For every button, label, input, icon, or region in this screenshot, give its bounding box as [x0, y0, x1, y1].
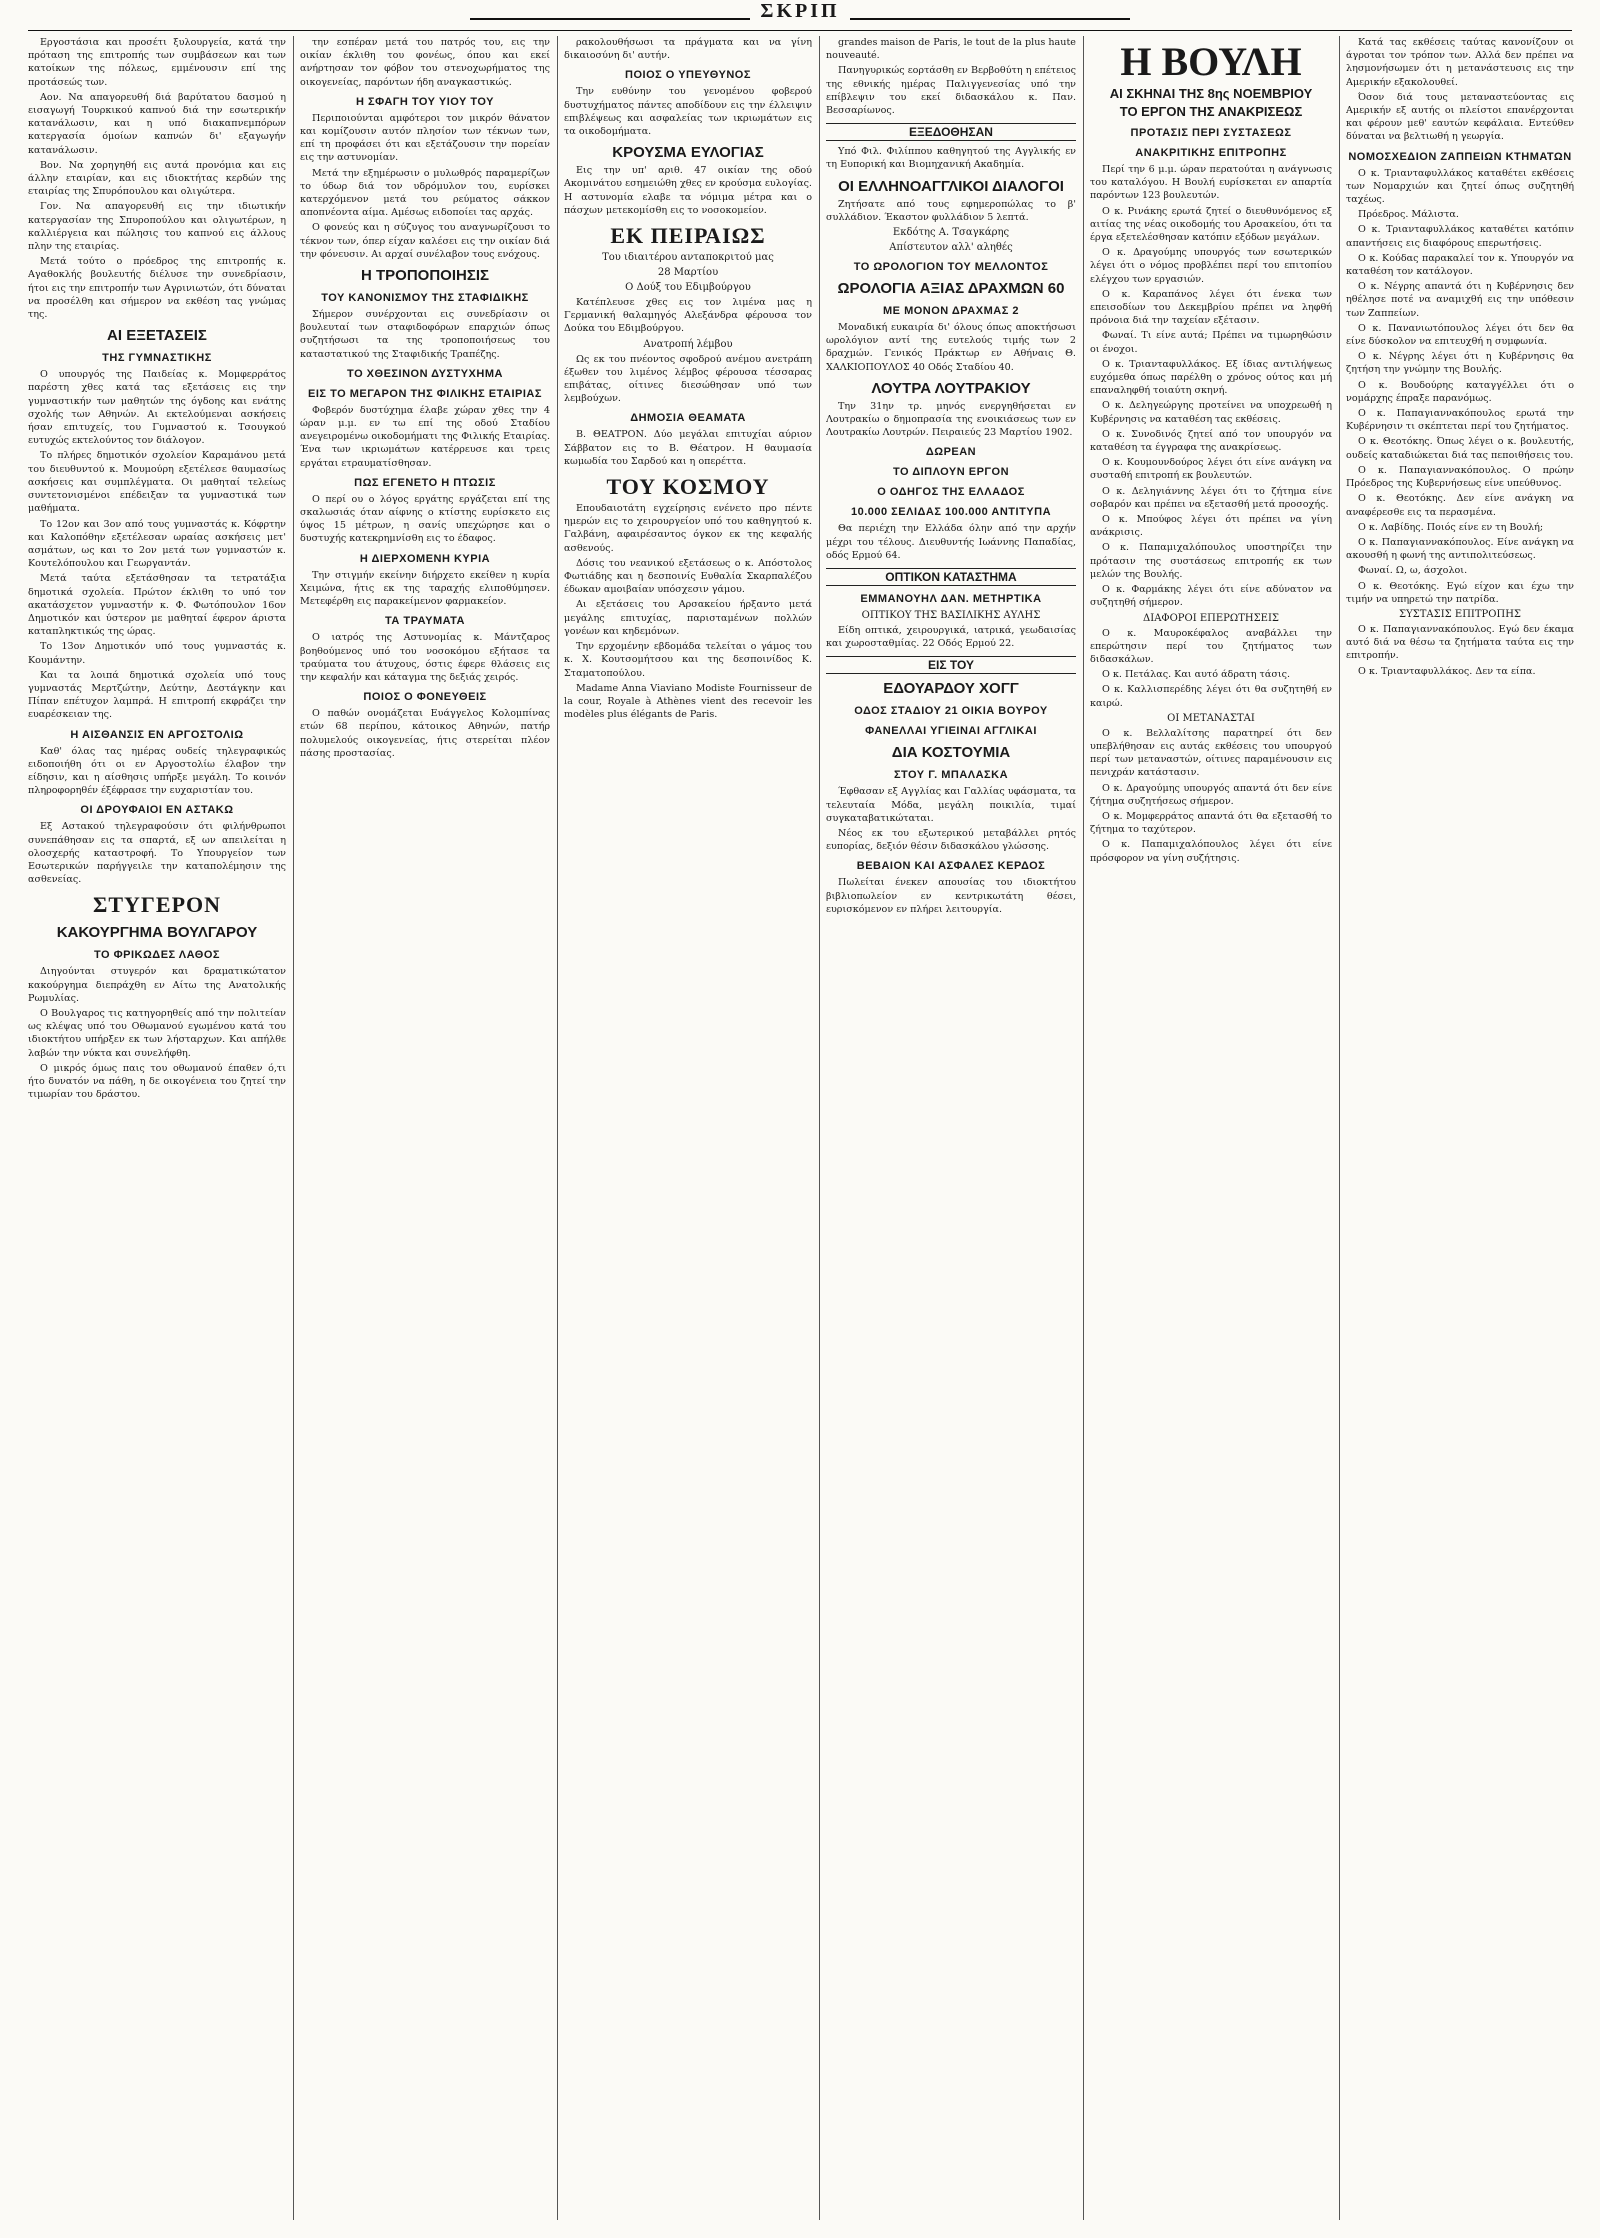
article-text: Εξ Αστακού τηλεγραφούσιν ότι φιλήνθρωποι συνεπάθησαν εις τα σπαρτά, εξ ων απειλείται η ολοσχερής καταστροφή. Το Υπουργείον των Εσωτερικών παρήγγειλε την καταπολέμησιν της ασθενείας.: [28, 821, 286, 886]
headline-watch-price: ΩΡΟΛΟΓΙΑ ΑΞΙΑΣ ΔΡΑΧΜΩΝ 60: [837, 280, 1065, 298]
headline-loutraki: ΛΟΥΤΡΑ ΛΟΥΤΡΑΚΙΟΥ: [871, 379, 1031, 397]
article-text: Ο κ. Δραγούμης υπουργός απαντά ότι δεν είνε ζήτημα συζητήσεως σήμερον.: [1090, 782, 1332, 807]
article-text: Αον. Να απαγορευθή διά βαρύτατου δασμού η εισαγωγή Τουρκικού καπνού διά την εσωτερικήν κατανάλωσιν, και η υπό διακαπνεμπόρων κατεργασία όμοίων καπνών δι' εξαγωγήν κατανάλωσιν.: [28, 91, 286, 156]
headline-dialogues: ΟΙ ΕΛΛΗΝΟΑΓΓΛΙΚΟΙ ΔΙΑΛΟΓΟΙ: [838, 177, 1064, 195]
article-text: Ο κ. Λαβίδης. Ποιός είνε εν τη Βουλή;: [1358, 521, 1544, 533]
article-text: Την ευθύνην του γενομένου φοβερού δυστυχήματος πάντες αποδίδουν εις την έλλειψιν επιβλέψεως και ασφαλείας των ικριωμάτων εις τα οικοδομήματα.: [564, 86, 812, 138]
headline-spectacles: ΔΗΜΟΣΙΑ ΘΕΑΜΑΤΑ: [630, 412, 746, 425]
headline-amendment: Η ΤΡΟΠΟΠΟΙΗΣΙΣ: [360, 267, 489, 285]
optician-title: ΟΠΤΙΚΟΥ ΤΗΣ ΒΑΣΙΛΙΚΗΣ ΑΥΛΗΣ: [861, 610, 1041, 622]
article-text: Ο κ. Μαυροκέφαλος αναβάλλει την επερώτησιν περί του ζητήματος των διδασκάλων.: [1090, 627, 1332, 665]
article-text: Ο κ. Παπαμιχαλόπουλος λέγει ότι είνε πρόσφορον να γίνη συζήτησις.: [1090, 839, 1332, 864]
headline-stygeron: ΣΤΥΓΕΡΟΝ: [92, 892, 222, 918]
headline-fall: ΠΩΣ ΕΓΕΝΕΤΟ Η ΠΤΩΣΙΣ: [354, 476, 496, 489]
article-text: Ο ιατρός της Αστυνομίας κ. Μάντζαρος βοηθούμενος υπό του νοσοκόμου εξήτασε τα τραύματα του άτυχους, όστις έφερε θλάσεις εις την κεφαλήν και κάταγμα της δεξιάς χειρός.: [300, 632, 550, 683]
subheadline-currant: ΤΟΥ ΚΑΝΟΝΙΣΜΟΥ ΤΗΣ ΣΤΑΦΙΔΙΚΗΣ: [321, 292, 529, 305]
article-text: Ο κ. Μομφερράτος απαντά ότι θα εξετασθή το ζήτημα το ταχύτερον.: [1090, 810, 1332, 836]
headline-accident: ΤΟ ΧΘΕΣΙΝΟΝ ΔΥΣΤΥΧΗΜΑ: [347, 367, 503, 380]
article-text: Ο κ. Καλλισπερέδης λέγει ότι θα συζητηθή εν καιρώ.: [1090, 684, 1332, 709]
headline-parliament: Η ΒΟΥΛΗ: [1120, 39, 1302, 84]
article-text: Ο κ. Θεοτόκης. Όπως λέγει ο κ. βουλευτής, ουδείς καταδιώκεται διά τας πεποιθήσεις του.: [1346, 436, 1574, 461]
article-text: Περί την 6 μ.μ. ώραν περατούται η ανάγνωσις του καταλόγου. Η Βουλή ευρίσκεται εν απαρτία παρόντων 123 βουλευτών.: [1090, 164, 1332, 202]
subheadline-scenes: ΑΙ ΣΚΗΝΑΙ ΤΗΣ 8ης ΝΟΕΜΒΡΙΟΥ: [1109, 86, 1313, 101]
column-2: [300, 36, 550, 2228]
headline-exams: ΑΙ ΕΞΕΤΑΣΕΙΣ: [107, 327, 207, 345]
newspaper-title: ΣΚΡΙΠ: [750, 0, 849, 22]
article-text: Το 12ον και 3ον από τους γυμναστάς κ. Κόφρτην και Καλοπόθην εξετέλεσαν ωραίας ασκήσεις μετ' ασμάτων, ως και το 2ον μετά των γυμναστών κ. Κουτελόπουλου και Γεωργαντάν.: [28, 518, 286, 570]
article-text: Ο κ. Δραγούμης υπουργός των εσωτερικών λέγει ότι ο νόμος προβλέπει περί του επιτοπίου ελέγχου των εργασιών.: [1090, 247, 1332, 285]
article-text: Ο κ. Παπαγιαννακόπουλος. Ο πρώην Πρόεδρος της Κυβερνήσεως είνε υπεύθυνος.: [1346, 464, 1574, 490]
article-text: Έφθασαν εξ Αγγλίας και Γαλλίας υφάσματα, τα τελευταία Μόδα, μεγάλη ποικιλία, τιμαί συγκαταβατικώταται.: [826, 786, 1076, 824]
article-text: Ο κ. Καραπάνος λέγει ότι ένεκα των επεισοδίων του Δεκεμβρίου πρέπει να ληφθή πρόνοια διά την ταχείαν εξέτασιν.: [1090, 288, 1332, 327]
article-text: Ο κ. Παπαμιχαλόπουλος υποστηρίζει την πρότασιν της συστάσεως επιτροπής εκ των μελών της Βουλής.: [1090, 542, 1332, 580]
article-text: Ο κ. Νέγρης απαντά ότι η Κυβέρνησις δεν ηθέλησε ποτέ να αναμιχθή εις την υπόθεσιν των Ζαππείων.: [1346, 281, 1574, 319]
headline-balaskas: ΣΤΟΥ Γ. ΜΠΑΛΑΣΚΑ: [893, 769, 1009, 782]
article-text: Περιποιούνται αμφότεροι τον μικρόν θάνατον και κομίζουσιν αυτόν πλησίον των τέκνων των, επί τη προφάσει ότι και εξετάζουσιν την πορείαν εις την αστυνομίαν.: [300, 112, 550, 164]
article-text: Και τα λοιπά δημοτικά σχολεία υπό τους γυμναστάς Μερτζώτην, Δεύτην, Δεστάγκην και Πίπαν επέτυχον λαμπρά. Η επιτροπή εκφράζει την ευαρέσκειαν της.: [28, 669, 286, 721]
article-text: ρακολουθήσωσι τα πράγματα και να γίνη δικαιοσύνη δι' αυτήν.: [564, 37, 812, 62]
column-1: [28, 36, 286, 2228]
article-text: Μετά την εξημέρωσιν ο μυλωθρός παραμερίζων το ύδωρ διά τον υδρόμυλον του, ευρίσκει κατερχόμενον μετά του ρεύματος σάκκον αποπνέοντα αίμα. Αμέσως ειδοποίει τας αρχάς.: [300, 167, 550, 219]
article-text: Μετά τούτο ο πρόεδρος της επιτροπής κ. Αγαθοκλής βουλευτής διέλυσε την συνεδρίασιν, ήτοι εις την επιτροπήν των Αγρινιωτών, ότι δύναται να προσέλθη και σήμερον να εκθέση τας γνώμας της.: [28, 256, 286, 321]
headline-zappeion: ΝΟΜΟΣΧΕΔΙΟΝ ΖΑΠΠΕΙΩΝ ΚΤΗΜΑΤΩΝ: [1348, 150, 1572, 163]
column-divider: [1339, 36, 1340, 2220]
article-text: Ο κ. Ρινάκης ερωτά ζητεί ο διευθυνόμενος εξ αιτίας της νέας οικοδομής του Αρσακείου, ότι τα έργα εξετελέσθησαν κατόπιν εξόδων μεγάλων.: [1090, 205, 1332, 244]
article-text: Πανηγυρικώς εορτάσθη εν Βερβοθύτη η επέτειος της εθνικής ημέρας Παλιγγενεσίας υπό την επίβλεψιν του εκεί διδασκάλου κ. Παν. Βεσσαρίωνος.: [826, 65, 1076, 117]
article-text: Την στιγμήν εκείνην διήρχετο εκείθεν η κυρία Χειμώνα, ήτις εκ της ταραχής ελιποθύμησεν. Μετεφέρθη εις παρακείμενον φαρμακείον.: [300, 569, 550, 608]
headline-guide: Ο ΟΔΗΓΟΣ ΤΗΣ ΕΛΛΑΔΟΣ: [877, 486, 1025, 499]
headline-society: ΤΟΥ ΚΟΣΜΟΥ: [606, 474, 770, 500]
headline-crime: ΚΑΚΟΥΡΓΗΜΑ ΒΟΥΛΓΑΡΟΥ: [56, 924, 258, 942]
headline-interpellations: ΔΙΑΦΟΡΟΙ ΕΠΕΡΩΤΗΣΕΙΣ: [1143, 612, 1279, 624]
column-divider: [819, 36, 820, 2220]
headline-pages: 10.000 ΣΕΛΙΔΑΣ 100.000 ΑΝΤΙΤΥΠΑ: [850, 506, 1052, 519]
article-text: Ο φονεύς και η σύζυγος του αναγνωρίζουσι το τέκνον των, όπερ είχαν καλέσει εις την οικίαν διά την φόνευσιν. Αι αρχαί συνέλαβον τους ενόχους.: [300, 222, 550, 260]
article-text: Καθ' όλας τας ημέρας ουδείς τηλεγραφικώς ειδοποιήθη ότι οι εν Αργοστολίω έλαβον την είδησιν, και η αίσθησις υπήρξε μεγάλη. Το κοινόν πληροφορηθέν έξέφρασε την ευχαριστίαν του.: [28, 745, 286, 797]
publisher-line: Εκδότης Α. Τσαγκάρης: [892, 227, 1010, 239]
article-text: Ο κ. Θεοτόκης. Εγώ είχον και έχω την τιμήν να υπηρετώ την πατρίδα.: [1346, 580, 1574, 605]
article-text: Ο κ. Συνοδινός ζητεί από τον υπουργόν να καταθέση τα έγγραφα της ανακρίσεως.: [1090, 428, 1332, 454]
article-text: Ο κ. Παπαγιαννακόπουλος ερωτά την Κυβέρνησιν τι σκέπτεται περί του ζητήματος.: [1346, 408, 1574, 433]
article-text: Είδη οπτικά, χειρουργικά, ιατρικά, γεωδαισίας και χωροσταθμίας. 22 Οδός Ερμού 22.: [826, 625, 1076, 650]
column-4: [826, 36, 1076, 2228]
article-text: Ως εκ του πνέοντος σφοδρού ανέμου ανετράπη έξωθεν του λιμένος λέμβος φέρουσα τέσσαρας επιβάτας, οίτινες διεσώθησαν υπό των λεμβούχων.: [564, 353, 812, 405]
article-text: Θα περιέχη την Ελλάδα όλην από την αρχήν μέχρι του τέλους. Διευθυντής Ιωάννης Παπαδίας, οδός Ερμού 64.: [826, 523, 1076, 561]
article-text: Madame Anna Viaviano Modiste Fournisseur de la cour, Royale à Athènes vient des recevoir les modèles plus élégants de Paris.: [564, 682, 812, 721]
headline-hogg: ΕΔΟΥΑΡΔΟΥ ΧΟΓΓ: [883, 680, 1019, 698]
article-text: Γον. Να απαγορευθή εις την ιδιωτικήν κατεργασίαν της Σπυροπούλου και ολιγωτέρων, η καλλιέργεια και πώλησις του καπνού εις άλλους πλην της εταιρίας.: [28, 201, 286, 253]
article-text: Δόσις του νεανικού εξετάσεως ο κ. Απόστολος Φωτιάδης και η δεσποινίς Ευθαλία Σκαρπαλέζου έδωκαν αμοιβαίαν υπόσχεσιν γάμου.: [564, 557, 812, 596]
subheadline-proposal: ΠΡΟΤΑΣΙΣ ΠΕΡΙ ΣΥΣΤΑΣΕΩΣ: [1130, 127, 1292, 139]
article-text: Βον. Να χορηγηθή εις αυτά προνόμια και εις άλλην εταιρίαν, και εις ιδιοκτήτας κερδών της εταιρίας της Σπυρόπουλου και ολιγώτερα.: [28, 159, 286, 198]
subheadline-boat: Ανατροπή λέμβου: [643, 338, 733, 350]
article-text: Ο κ. Τριανταφυλλάκος καταθέτει εκθέσεις των Νομαρχιών και ζητεί όπως συζητηθή ταχέως.: [1346, 167, 1574, 206]
article-text: Ο κ. Μπούφος λέγει ότι πρέπει να γίνη ανάκρισις.: [1090, 514, 1332, 539]
headline-mistake: ΤΟ ΦΡΙΚΩΔΕΣ ΛΑΘΟΣ: [93, 949, 220, 962]
article-text: Ο κ. Τριανταφυλλάκος. Δεν τα είπα.: [1358, 665, 1536, 677]
article-text: Σήμερον συνέρχονται εις συνεδρίασιν οι βουλευταί των σταφιδοφόρων επαρχιών όπως συζητήσωσι τα της τροποποιήσεως του καταστατικού της Σταφιδικής Τραπέζης.: [300, 309, 550, 360]
article-text: Ο κ. Δεληγεώργης προτείνει να υποχρεωθή η Κυβέρνησις να καταθέση τας εκθέσεις.: [1090, 400, 1332, 425]
article-text: Ο κ. Παπαγιαννακόπουλος. Είνε ανάγκη να ακουσθή η φωνή της αντιπολιτεύσεως.: [1346, 536, 1574, 562]
column-divider: [557, 36, 558, 2220]
headline-wounds: ΤΑ ΤΡΑΥΜΑΤΑ: [385, 615, 465, 628]
article-text: Κατέπλευσε χθες εις τον λιμένα μας η Γερμανική θαλαμηγός Αλεξάνδρα φέρουσα τον Δούκα του Εδιμβούργου.: [564, 297, 812, 335]
masthead: [0, 0, 1600, 26]
article-text: Ο παθών ονομάζεται Ευάγγελος Κολομπίνας ετών 68 περίπου, κάτοικος Αθηνών, πατήρ πολυμελούς οικογενείας, ήτις στερείται πλέον πάσης προστασίας.: [300, 708, 550, 759]
correspondent-line: Του ιδιαιτέρου ανταποκριτού μας: [602, 252, 774, 264]
column-3: [564, 36, 812, 2228]
headline-watch-offer: ΜΕ ΜΟΝΟΝ ΔΡΑΧΜΑΣ 2: [883, 305, 1019, 318]
headline-profit: ΒΕΒΑΙΟΝ ΚΑΙ ΑΣΦΑΛΕΣ ΚΕΡΔΟΣ: [856, 860, 1046, 873]
subheadline-duke: Ο Δούξ του Εδιμβούργου: [625, 282, 751, 294]
headline-piraeus: ΕΚ ΠΕΙΡΑΙΩΣ: [610, 223, 766, 249]
article-text: Μοναδική ευκαιρία δι' όλους όπως αποκτήσωσι ωρολόγιον αντί της ευτελούς τιμής των 2 δραχμών. Γενικός Πράκτωρ εν Αθήναις Θ. ΧΑΛΚΙΟΠΟΥΛΟΣ 40 Οδός Σταδίου 40.: [826, 322, 1076, 373]
headline-victim: ΠΟΙΟΣ Ο ΦΟΝΕΥΘΕΙΣ: [363, 691, 487, 704]
top-rule: [28, 30, 1572, 31]
article-text: Την 31ην τρ. μηνός ενεργηθήσεται εν Λουτρακίω ο δημοπρασία της ενοικιάσεως των εν Λουτρακίω Λουτρών. Πειραιεύς 23 Μαρτίου 1902.: [826, 400, 1076, 439]
article-text: Νέος εκ του εξωτερικού μεταβάλλει ρητός ευπορίας, δεξιόν θέσιν διδασκάλου γλώσσης.: [826, 828, 1076, 853]
headline-free: ΔΩΡΕΑΝ: [925, 446, 977, 459]
headline-lady: Η ΔΙΕΡΧΟΜΕΝΗ ΚΥΡΙΑ: [359, 552, 491, 565]
headline-responsible: ΠΟΙΟΣ Ο ΥΠΕΥΘΥΝΟΣ: [625, 69, 751, 82]
article-text: Ο κ. Τριανταφυλλάκος καταθέτει κατόπιν απαντήσεις εις διαφόρους επερωτήσεις.: [1346, 224, 1574, 249]
article-text: Ο κ. Παπαγιαννακόπουλος. Εγώ δεν έκαμα αυτό διά να θέσω τα ζητήματα ταύτα εις την επιτροπήν.: [1346, 623, 1574, 662]
column-divider: [1083, 36, 1084, 2220]
article-text: Ο περί ου ο λόγος εργάτης εργάζεται επί της σκαλωσιάς όταν αίφνης ο κτίστης ευρίσκετο εις ύψος 15 μέτρων, η σανίς υπεχώρησε και ο δυστυχής κατεκρημνίσθη εις το έδαφος.: [300, 493, 550, 545]
article-text: Ο κ. Βουδούρης καταγγέλλει ότι ο νομάρχης έπραξε παρανόμως.: [1346, 379, 1574, 404]
headline-slaughter: Η ΣΦΑΓΗ ΤΟΥ ΥΙΟΥ ΤΟΥ: [356, 95, 494, 108]
article-text: Μετά ταύτα εξετάσθησαν τα τετρατάξια δημοτικά σχολεία. Πρώτον έκλιθη το υπό τον ακατάσχετον γυμναστήν κ. Φ. Φωτόπουλον 16ον Δημοτικόν και ύστερον με μαθηταί έφερον άριστα καταπληκτικώς της ώρας.: [28, 573, 286, 638]
article-text: Όσον διά τους μεταναστεύοντας εις Αμερικήν εξ αυτής οι πλείστοι επανέρχονται και φέρουν μεθ' εαυτών κεφάλαια. Εντεύθεν δύναται να βελτιωθή η γεωργία.: [1346, 91, 1574, 143]
article-text: Ο κ. Κουμουνδούρος λέγει ότι είνε ανάγκη να συσταθή επιτροπή εκ βουλευτών.: [1090, 457, 1332, 482]
headline-optician: ΕΜΜΑΝΟΥΗΛ ΔΑΝ. ΜΕΤΗΡΤΙΚΑ: [860, 593, 1042, 606]
article-text: Ο κ. Πανανιωτόπουλος λέγει ότι δεν θα είνε δύσκολον να επιτευχθή η συμφωνία.: [1346, 322, 1574, 348]
headline-emigrants: ΟΙ ΜΕΤΑΝΑΣΤΑΙ: [1167, 712, 1255, 724]
article-text: Ο κ. Δεληγιάννης λέγει ότι το ζήτημα είνε σοβαρόν και πρέπει να εξετασθή μετά προσοχής.: [1090, 485, 1332, 510]
subheadline-filiki: ΕΙΣ ΤΟ ΜΕΓΑΡΟΝ ΤΗΣ ΦΙΛΙΚΗΣ ΕΤΑΙΡΙΑΣ: [308, 387, 542, 400]
tagline-unbelievable: Απίστευτον αλλ' αληθές: [889, 242, 1013, 254]
article-text: Ο υπουργός της Παιδείας κ. Μομφερράτος παρέστη χθες κατά τας εξετάσεις εις την γυμναστικήν των μαθητών της όγδοης και ενάτης σχολής των Αθηνών. Αι εκτελούμεναι ασκήσεις ήσαν επιτυχείς, του Γυμναστού κ. Τσουγκού ευτυχώς εκτελούντος τον διάλογον.: [28, 369, 286, 447]
column-5: [1090, 36, 1332, 2228]
article-text: Φοβερόν δυστύχημα έλαβε χώραν χθες την 4 ώραν μ.μ. εν τω επί της οδού Σταδίου ανεγειρομένω οικοδομήματι της Φιλικής Εταιρίας. Ένα των ικριωμάτων κατέρρευσε και τρεις εργάται ετραυματίσθησαν.: [300, 404, 550, 469]
article-text: Επουδαιοτάτη εγχείρησις ενένετο προ πέντε ημερών εις το χειρουργείον υπό του καθηγητού κ. Γαλβάνη, αφαιρέσαντος όγκον εκ της κεφαλής ασθενούς.: [564, 503, 812, 554]
headline-at: ΕΙΣ ΤΟΥ: [826, 656, 1076, 674]
headline-published: ΕΞΕΔΟΘΗΣΑΝ: [826, 123, 1076, 141]
headline-committee-formation: ΣΥΣΤΑΣΙΣ ΕΠΙΤΡΟΠΗΣ: [1399, 608, 1521, 620]
headline-astakos: ΟΙ ΔΡΟΥΦΑΙΟΙ ΕΝ ΑΣΤΑΚΩ: [80, 804, 234, 817]
article-text: Ο κ. Φαρμάκης λέγει ότι είνε αδύνατον να συζητηθή σήμερον.: [1090, 584, 1332, 609]
article-text: Ο μικρός όμως παις του οθωμανού έπαθεν ό,τι ήτο δυνατόν να πάθη, η δε οικογένεια του ζητεί την τιμωρίαν του δράστου.: [28, 1062, 286, 1101]
article-text: Ο κ. Βελλαλίτσης παρατηρεί ότι δεν υπεβλήθησαν εις αυτάς εκθέσεις του υπουργού περί των μεταναστών, οίτινες παραμένουσιν εις πενιχράν κατάστασιν.: [1090, 727, 1332, 779]
dateline: 28 Μαρτίου: [657, 267, 719, 279]
article-text: Την ερχομένην εβδομάδα τελείται ο γάμος του κ. Χ. Κουτσομήτσου και της δεσποινίδος Κ. Σταματοπούλου.: [564, 641, 812, 679]
article-text: Εργοστάσια και προσέτι ξυλουργεία, κατά την πρόταση της επιτροπής των συμβάσεων και των κατοίκων της πόλεως, εμμένουσιν επί της προτάσεώς των.: [28, 37, 286, 88]
headline-address: ΟΔΟΣ ΣΤΑΔΙΟΥ 21 ΟΙΚΙΑ ΒΟΥΡΟΥ: [854, 705, 1048, 718]
article-text: Πωλείται ένεκεν απουσίας του ιδιοκτήτου βιβλιοπωλείον εν κεντρικωτάτη θέσει, ευρισκόμενον εν πλήρει λειτουργία.: [826, 877, 1076, 915]
column-divider: [293, 36, 294, 2220]
headline-flannels: ΦΑΝΕΛΛΑΙ ΥΓΙΕΙΝΑΙ ΑΓΓΛΙΚΑΙ: [865, 725, 1037, 738]
article-text: Το πλήρες δημοτικόν σχολείον Καραμάνου μετά του διευθυντού κ. Μουμούρη εξετέλεσε θαυμασίως ασκήσεις και συμπλέγματα. Οι μαθηταί τελείως συντετονισμένοι επέδειξαν τα γυμναστικά των μαθήματα.: [28, 450, 286, 515]
article-text: Ζητήσατε από τους εφημεροπώλας το β' συλλάδιον. Έκαστον φυλλάδιον 5 λεπτά.: [826, 198, 1076, 223]
article-text: Ο κ. Πετάλας. Και αυτό άδρατη τάσις.: [1102, 669, 1291, 681]
article-text: την εσπέραν μετά του πατρός του, εις την οικίαν έκλιθη του φονέως, όπου και εκεί ανήρτησαν τον φόβον του στενοχωρήματος της οικογενείας, παρόντων ήδη αναγκαστικώς.: [300, 37, 550, 88]
headline-double-work: ΤΟ ΔΙΠΛΟΥΝ ΕΡΓΟΝ: [892, 466, 1010, 479]
article-text: Ο κ. Νέγρης λέγει ότι η Κυβέρνησις θα ζητήση την γνώμην της Βουλής.: [1346, 351, 1574, 376]
article-text: Φωναί. Ω, ω, άσχολοι.: [1358, 565, 1468, 577]
article-text: Φωναί. Τι είνε αυτά; Πρέπει να τιμωρηθώσιν οι ένοχοι.: [1090, 330, 1332, 355]
article-text: Ο κ. Θεοτόκης. Δεν είνε ανάγκη να αναφέρεσθε εις τα περασμένα.: [1346, 493, 1574, 518]
subheadline-gymnastics: ΤΗΣ ΓΥΜΝΑΣΤΙΚΗΣ: [102, 352, 212, 365]
article-text: Β. ΘΕΑΤΡΟΝ. Δύο μεγάλαι επιτυχίαι αύριον Σάββατον εις το Β. Θέατρον. Η θαυμασία κωμωδία του Σαρδού και η οπερέττα.: [564, 429, 812, 467]
article-text: Ο κ. Τριανταφυλλάκος. Εξ ίδιας αντιλήψεως ευχόμεθα όπως παρέλθη ο χρόνος ούτος και μή επαναληφθή τοιαύτη σκηνή.: [1090, 358, 1332, 397]
article-text: Ο Βουλγαρος τις κατηγορηθείς από την πολιτείαν ως κλέψας υπό του Οθωμανού εγωμένου κατά του ιδιοκτήτου υπήρξεν εκ των λήσταρχων. Και απήλθε λαβών την νύκτα και συνελήφθη.: [28, 1007, 286, 1059]
article-text: Πρόεδρος. Μάλιστα.: [1358, 209, 1459, 221]
headline-smallpox: ΚΡΟΥΣΜΑ ΕΥΛΟΓΙΑΣ: [612, 144, 764, 162]
subheadline-inquiry: ΤΟ ΕΡΓΟΝ ΤΗΣ ΑΝΑΚΡΙΣΕΩΣ: [1119, 104, 1303, 119]
column-6: [1346, 36, 1574, 2228]
subheadline-committee: ΑΝΑΚΡΙΤΙΚΗΣ ΕΠΙΤΡΟΠΗΣ: [1135, 147, 1287, 159]
article-text: Το 13ον Δημοτικόν υπό τους γυμναστάς κ. Κουμάντην.: [28, 641, 286, 666]
article-text: Κατά τας εκθέσεις ταύτας κανονίζουν οι άγροται τον τρόπον των. Αλλά δεν πρέπει να λησμονήσωμεν ότι η μετανάστευσις εις την Αμερικήν εξακολουθεί.: [1346, 37, 1574, 88]
headline-optical: ΟΠΤΙΚΟΝ ΚΑΤΑΣΤΗΜΑ: [826, 568, 1076, 586]
headline-argostoli: Η ΑΙΣΘΑΝΣΙΣ ΕΝ ΑΡΓΟΣΤΟΛΙΩ: [70, 728, 244, 741]
article-text: Διηγούνται στυγερόν και δραματικώτατον κακούργημα διεπράχθη εν Αίτω της Ανατολικής Ρωμυλίας.: [28, 966, 286, 1004]
article-text: Υπό Φιλ. Φιλίππου καθηγητού της Αγγλικής εν τη Ευπορική και Βιομηχανική Ακαδημία.: [826, 146, 1076, 171]
headline-watch: ΤΟ ΩΡΟΛΟΓΙΟΝ ΤΟΥ ΜΕΛΛΟΝΤΟΣ: [853, 261, 1049, 274]
article-text: Αι εξετάσεις του Αρσακείου ήρξαντο μετά μεγάλης επιτυχίας, παρισταμένων πολλών γονέων και κηδεμόνων.: [564, 599, 812, 637]
article-text: Εις την υπ' αριθ. 47 οικίαν της οδού Ακομινάτου εσημειώθη χθες εν κρούσμα ευλογίας. Η αστυνομία ελαβε τα νόμιμα μέτρα και ο πάσχων μετεκομίσθη εις το νοσοκομείον.: [564, 165, 812, 216]
article-text: grandes maison de Paris, le tout de la plus haute nouveauté.: [826, 37, 1076, 62]
headline-costumes: ΔΙΑ ΚΟΣΤΟΥΜΙΑ: [891, 744, 1011, 762]
article-text: Ο κ. Κούδας παρακαλεί τον κ. Υπουργόν να καταθέση τον κατάλογον.: [1346, 252, 1574, 278]
